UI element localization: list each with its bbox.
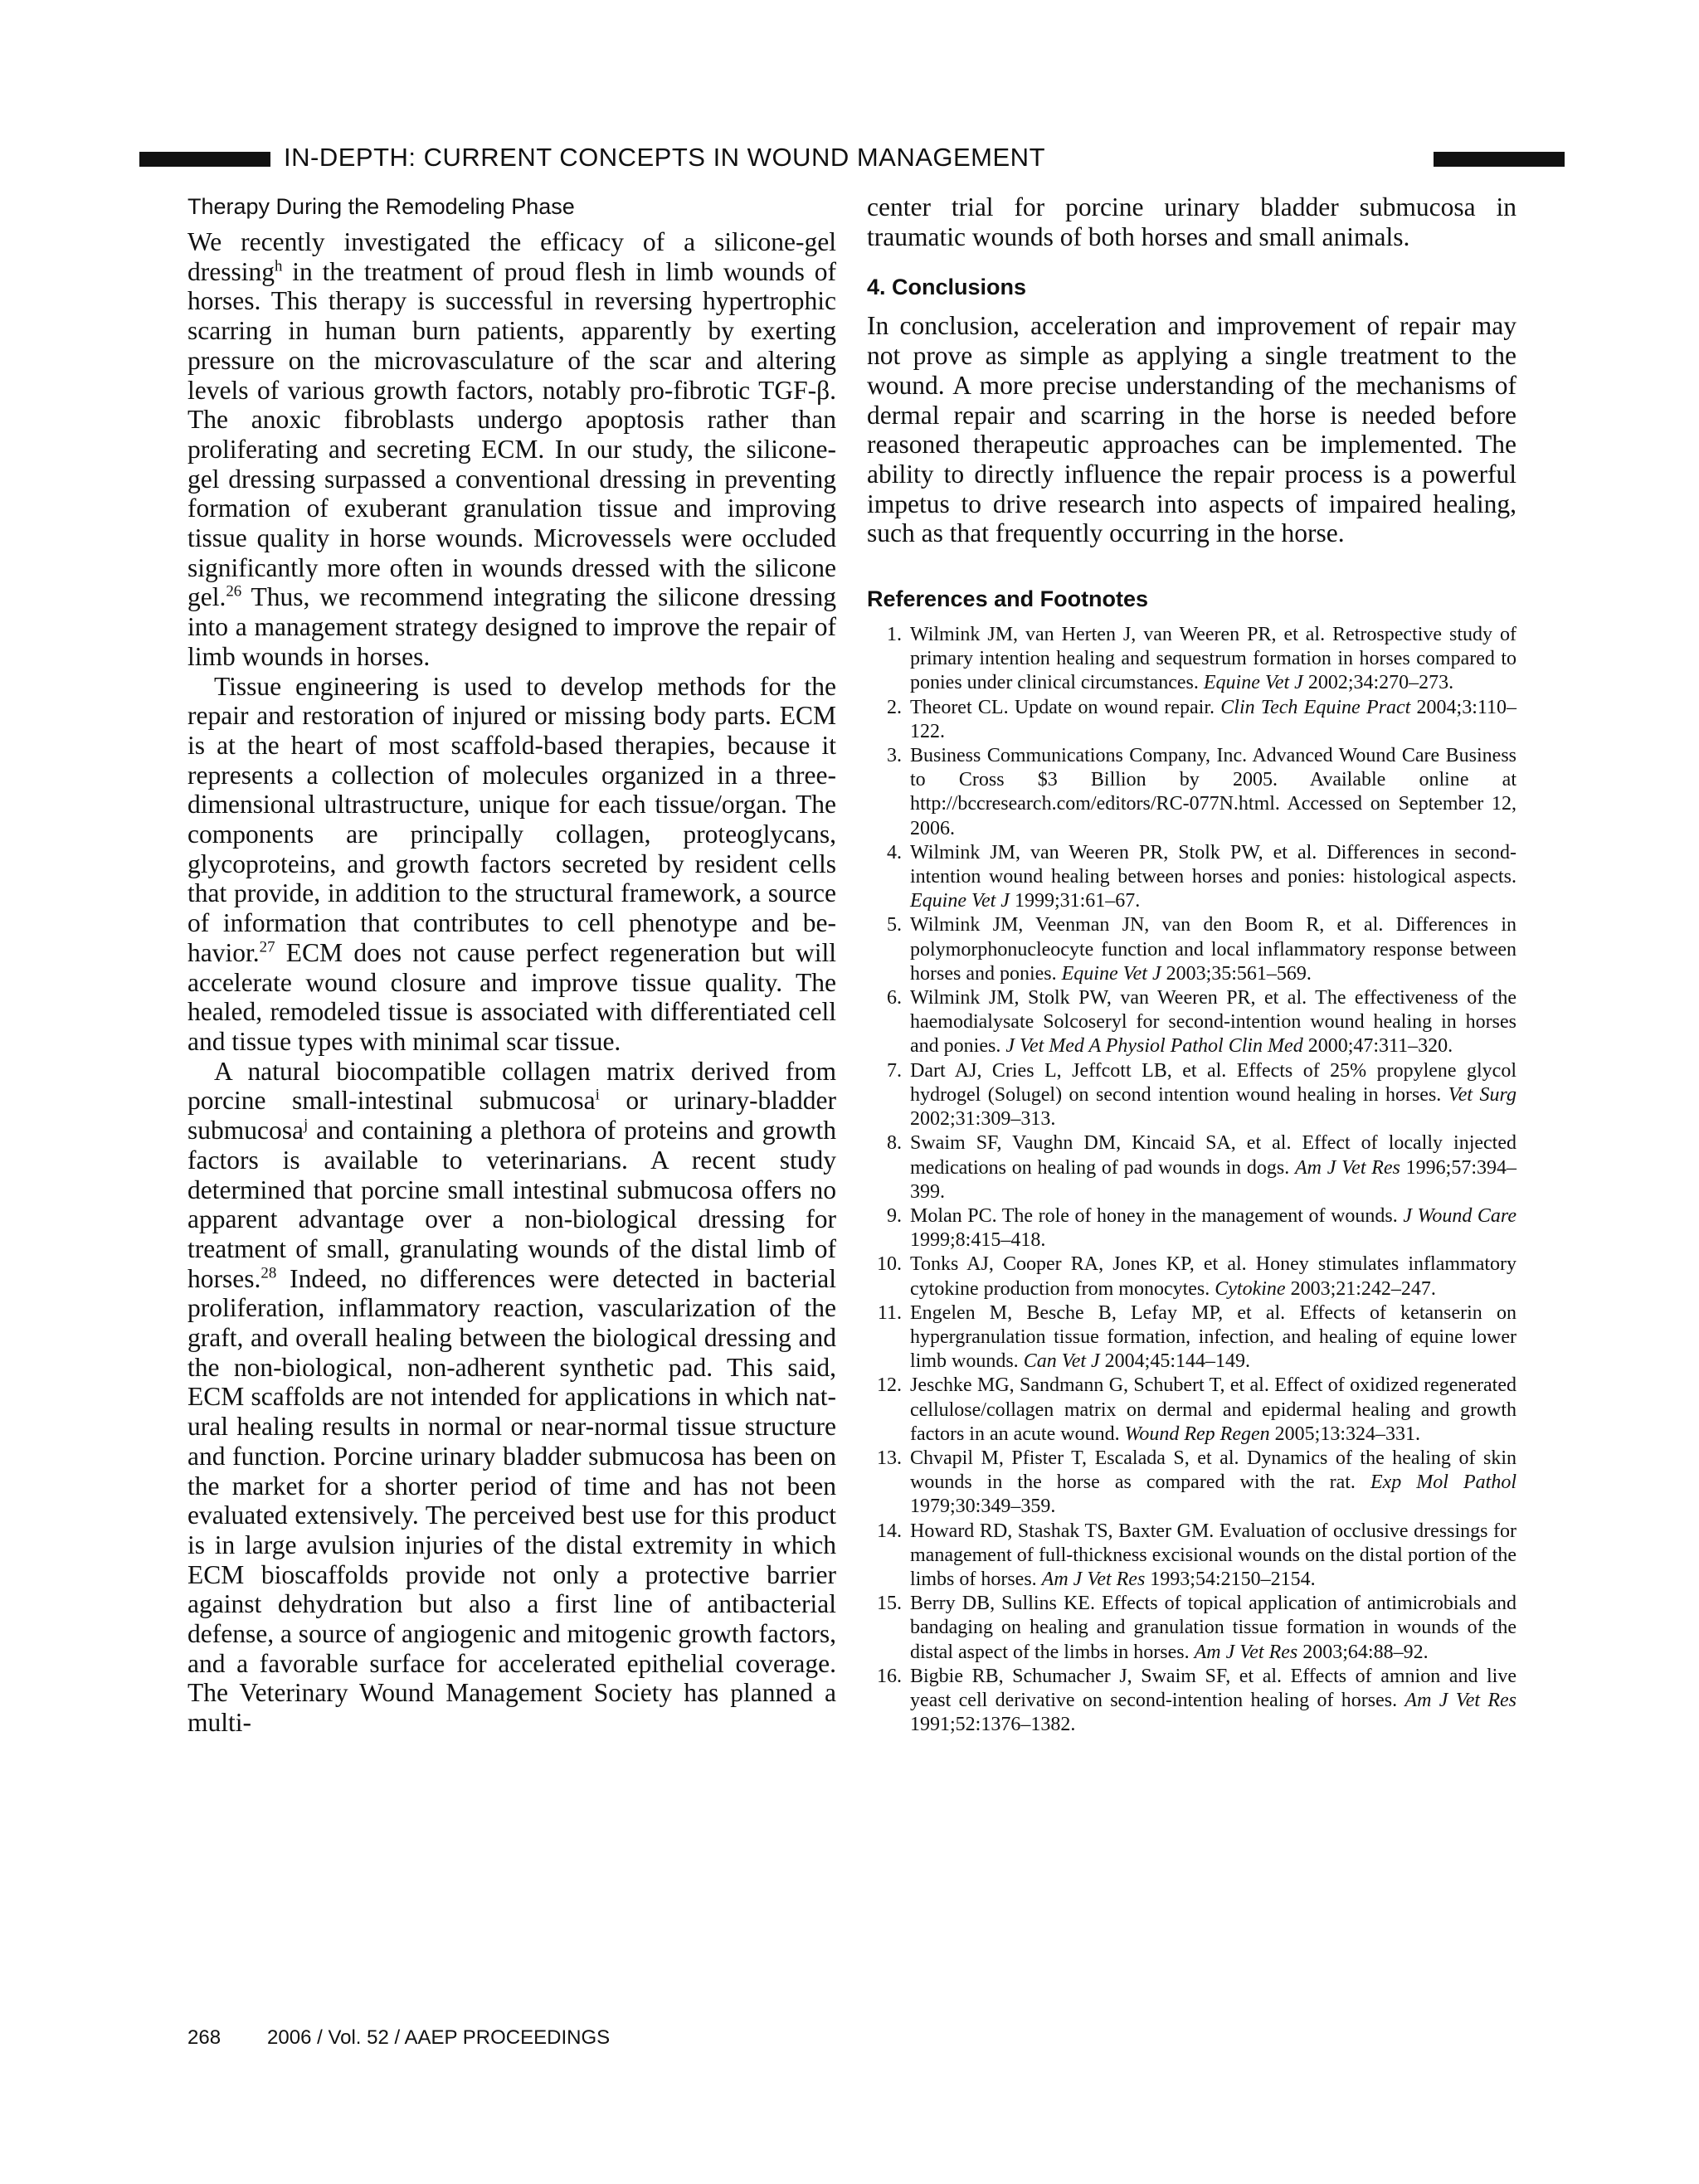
citation-marker: 27 bbox=[259, 938, 275, 956]
references-heading: References and Footnotes bbox=[867, 586, 1149, 612]
left-column bbox=[187, 192, 836, 1738]
reference-text bbox=[910, 1131, 1516, 1204]
reference-journal: Am J Vet Res bbox=[1404, 1689, 1516, 1711]
footnote-marker: j bbox=[303, 1116, 309, 1134]
reference-number: 12. bbox=[877, 1374, 902, 1397]
reference-citation: 2004;45:144–149. bbox=[1099, 1350, 1251, 1373]
reference-citation: 2005;13:324–331. bbox=[1269, 1423, 1420, 1445]
reference-journal: J Vet Med A Physiol Pathol Clin Med bbox=[1005, 1035, 1303, 1058]
reference-number: 2. bbox=[887, 696, 902, 718]
reference-text bbox=[910, 913, 1516, 986]
reference-citation: 2002;31:309–313. bbox=[910, 1108, 1056, 1131]
reference-item bbox=[867, 913, 1516, 986]
reference-citation: 1991;52:1376–1382. bbox=[910, 1714, 1076, 1736]
page-number: 268 bbox=[187, 2026, 222, 2049]
reference-text bbox=[910, 744, 1516, 841]
citation-marker: 28 bbox=[260, 1264, 277, 1282]
reference-journal: J Wound Care bbox=[1403, 1204, 1516, 1227]
footnote-marker: h bbox=[275, 257, 283, 275]
header-rule-right bbox=[1434, 152, 1565, 167]
reference-journal: Am J Vet Res bbox=[1041, 1568, 1146, 1590]
text-run: A natural biocompatible collagen matrix derived from porcine small-intestinal submucosa bbox=[187, 1056, 836, 1116]
reference-journal: Am J Vet Res bbox=[1295, 1156, 1400, 1179]
reference-citation: 1999;8:415–418. bbox=[910, 1229, 1046, 1252]
reference-text bbox=[910, 1665, 1516, 1738]
reference-citation: 2003;64:88–92. bbox=[1297, 1641, 1429, 1663]
reference-text bbox=[910, 986, 1516, 1059]
reference-authors-title: Howard RD, Stashak TS, Baxter GM. Evaluation of occlusive dressings for management of full-thickness excisional wounds on the distal portion of the limbs of horses. bbox=[910, 1520, 1516, 1590]
reference-text bbox=[910, 1374, 1516, 1447]
reference-citation: 1996;57:394–399. bbox=[910, 1156, 1516, 1203]
reference-authors-title: Jeschke MG, Sandmann G, Schubert T, et al. Effect of oxidized regenerated cellulose/collagen matrix on dermal and epidermal healing and growth factors in an acute wound. bbox=[910, 1374, 1516, 1445]
reference-journal: Vet Surg bbox=[1448, 1083, 1516, 1106]
reference-text bbox=[910, 696, 1516, 744]
reference-citation: 2004;3:110–122. bbox=[910, 696, 1516, 742]
reference-item bbox=[867, 1059, 1516, 1132]
reference-number: 3. bbox=[887, 745, 902, 767]
reference-number: 14. bbox=[877, 1520, 902, 1542]
reference-text bbox=[910, 1301, 1516, 1374]
reference-item bbox=[867, 1301, 1516, 1374]
reference-authors-title: Berry DB, Sullins KE. Effects of topical application of antimicrobials and bandaging on healing and granulation tissue formation in wounds of the distal aspect of the limbs in horses. bbox=[910, 1593, 1516, 1663]
reference-authors-title: Wilmink JM, Stolk PW, van Weeren PR, et al. The effectiveness of the haemodialysate Solcoseryl for second-intention wound healing in horses and ponies. bbox=[910, 987, 1516, 1058]
reference-journal: Exp Mol Pathol bbox=[1370, 1471, 1517, 1494]
reference-text bbox=[910, 1592, 1516, 1665]
reference-authors-title: Wilmink JM, van Herten J, van Weeren PR, et al. Retrospective study of primary intention healing and sequestrum formation in horses compared to ponies under clinical circumstances. bbox=[910, 624, 1516, 694]
paragraph-conclusions: In conclusion, acceleration and improvement of repair may not prove as simple as applying a single treatment to the wound. A more precise understanding of the mechanisms of dermal repair and scarring in the horse is needed before reasoned therapeutic approaches can be implemented. The ability to directly influence the repair process is a powerful impetus to drive research into aspects of impaired healing, such as that frequently occurring in the horse. bbox=[867, 311, 1516, 548]
reference-text bbox=[910, 841, 1516, 914]
reference-journal: Equine Vet J bbox=[1203, 672, 1303, 694]
reference-text bbox=[910, 1059, 1516, 1132]
reference-item bbox=[867, 1253, 1516, 1301]
text-run: Thus, we recommend integrating the silicone dressing into a management strategy designed to improve the repair of limb wounds in horses. bbox=[187, 582, 836, 671]
paragraph-collagen-matrix bbox=[187, 1057, 836, 1738]
reference-authors-title: Wilmink JM, van Weeren PR, Stolk PW, et al. Differences in second-intention wound healing between horses and ponies: histological aspects. bbox=[910, 841, 1516, 888]
text-run: in the treatment of proud flesh in limb wounds of horses. This therapy is successful in reversing hypertrophic scarring in human burn patients, apparently by exerting pressure on the microvasculature of the scar and altering levels of various growth factors, notably pro-fibrotic TGF-β. The anoxic fibroblasts undergo apoptosis rather than proliferating and secreting ECM. In our study, the silicone-gel dressing surpassed a conventional dressing in preventing formation of exuberant granulation tissue and improving tissue quality in horse wounds. Microvessels were occluded significantly more often in wounds dressed with the silicone gel. bbox=[187, 256, 836, 612]
reference-authors-title: Engelen M, Besche B, Lefay MP, et al. Effects of ketanserin on hypergranulation tissue formation, infection, and healing of equine lower limb wounds. bbox=[910, 1301, 1516, 1373]
text-run: Indeed, no differences were detected in bacterial proliferation, inflammatory reaction, vascularization of the graft, and overall healing between the biological dressing and the non-biological, non-adherent synthetic pad. This said, ECM scaffolds are not intended for applications in which natural healing results in normal or near-normal tissue structure and function. Porcine urinary bladder submucosa has been on the market for a shorter period of time and has not been evaluated extensively. The perceived best use for this product is in large avulsion injuries of the distal extremity in which ECM bioscaffolds provide not only a protective barrier against dehydration but also a first line of antibacterial defense, a source of angiogenic and mitogenic growth factors, and a favorable surface for accelerated epithelial coverage. The Veterinary Wound Management Society has planned a multi- bbox=[187, 1263, 836, 1738]
paragraph-tissue-engineering bbox=[187, 672, 836, 1057]
text-run: and containing a plethora of proteins and growth factors is available to veterinarians. A recent study determined that porcine small intestinal submucosa offers no apparent advantage over a non-biological dressing for treatment of small, granulating wounds of the distal limb of horses. bbox=[187, 1116, 836, 1293]
reference-item bbox=[867, 1665, 1516, 1738]
reference-number: 1. bbox=[887, 624, 902, 646]
reference-citation: 1999;31:61–67. bbox=[1009, 890, 1141, 912]
reference-item bbox=[867, 623, 1516, 696]
header-rule-left bbox=[139, 152, 270, 167]
reference-number: 11. bbox=[877, 1301, 902, 1324]
reference-journal: Can Vet J bbox=[1023, 1350, 1100, 1373]
reference-authors-title: Dart AJ, Cries L, Jeffcott LB, et al. Effects of 25% propylene glycol hydrogel (Solugel) on second intention wound healing in horses. bbox=[910, 1059, 1516, 1106]
reference-number: 13. bbox=[877, 1447, 902, 1469]
reference-authors-title: Wilmink JM, Veenman JN, van den Boom R, et al. Differences in polymorphonucleocyte function and local inflammatory response between horses and ponies. bbox=[910, 914, 1516, 985]
citation-marker: 26 bbox=[226, 582, 242, 601]
reference-journal: Equine Vet J bbox=[910, 890, 1010, 912]
reference-authors-title: Bigbie RB, Schumacher J, Swaim SF, et al. Effects of amnion and live yeast cell derivative on second-intention healing of horses. bbox=[910, 1665, 1516, 1711]
reference-journal: Equine Vet J bbox=[1061, 962, 1161, 985]
reference-citation: 2003;21:242–247. bbox=[1285, 1277, 1436, 1300]
reference-authors-title: Molan PC. The role of honey in the management of wounds. bbox=[910, 1204, 1404, 1227]
text-run: ECM does not cause perfect regeneration but will accelerate wound closure and improve tissue quality. The healed, remodeled tissue is associated with differentiated cell and tissue types with minimal scar tissue. bbox=[187, 937, 836, 1056]
reference-item bbox=[867, 696, 1516, 744]
reference-item bbox=[867, 841, 1516, 914]
running-head bbox=[139, 143, 1565, 176]
running-head-title: IN-DEPTH: CURRENT CONCEPTS IN WOUND MANAGEMENT bbox=[284, 143, 1046, 172]
reference-item bbox=[867, 1592, 1516, 1665]
page-footer bbox=[187, 2026, 610, 2050]
reference-number: 7. bbox=[887, 1059, 902, 1082]
reference-citation: 1993;54:2150–2154. bbox=[1145, 1568, 1316, 1590]
reference-text bbox=[910, 1447, 1516, 1520]
reference-number: 16. bbox=[877, 1665, 902, 1687]
reference-text bbox=[910, 1204, 1516, 1253]
paragraph-continuation: center trial for porcine urinary bladder submucosa in traumatic wounds of both horses and small animals. bbox=[867, 192, 1516, 251]
reference-number: 15. bbox=[877, 1593, 902, 1615]
reference-number: 5. bbox=[887, 914, 902, 936]
reference-citation: 2003;35:561–569. bbox=[1161, 962, 1312, 985]
conclusions-heading: 4. Conclusions bbox=[867, 275, 1027, 300]
section-subheading: Therapy During the Remodeling Phase bbox=[187, 194, 575, 219]
reference-number: 4. bbox=[887, 841, 902, 863]
reference-number: 9. bbox=[887, 1204, 902, 1227]
reference-journal: Am J Vet Res bbox=[1194, 1641, 1298, 1663]
reference-number: 8. bbox=[887, 1132, 902, 1155]
paragraph-silicone-gel bbox=[187, 227, 836, 672]
footnote-marker: i bbox=[595, 1086, 600, 1104]
reference-authors-title: Swaim SF, Vaughn DM, Kincaid SA, et al. Effect of locally injected medications on healing of pad wounds in dogs. bbox=[910, 1132, 1516, 1179]
reference-item bbox=[867, 1131, 1516, 1204]
text-run: or urinary-bladder submucosa bbox=[187, 1086, 836, 1146]
reference-item bbox=[867, 1447, 1516, 1520]
reference-item bbox=[867, 1374, 1516, 1447]
reference-journal: Cytokine bbox=[1215, 1277, 1286, 1300]
reference-text bbox=[910, 623, 1516, 696]
reference-item bbox=[867, 1204, 1516, 1253]
reference-authors-title: Business Communications Company, Inc. Advanced Wound Care Business to Cross $3 Billion by 2005. Available online at http://bccresearch.com/editors/RC-077N.html. Accessed on September 12, 2006. bbox=[910, 745, 1516, 839]
reference-authors-title: Theoret CL. Update on wound repair. bbox=[910, 696, 1221, 718]
reference-citation: 1979;30:349–359. bbox=[910, 1496, 1056, 1518]
publication-info: 2006 / Vol. 52 / AAEP PROCEEDINGS bbox=[267, 2026, 611, 2049]
reference-citation: 2002;34:270–273. bbox=[1302, 672, 1454, 694]
reference-journal: Wound Rep Regen bbox=[1124, 1423, 1270, 1445]
reference-citation: 2000;47:311–320. bbox=[1302, 1035, 1453, 1058]
reference-text bbox=[910, 1253, 1516, 1301]
text-run: We recently investigated the efficacy of a silicone-gel dressing bbox=[187, 227, 836, 286]
reference-journal: Clin Tech Equine Pract bbox=[1220, 696, 1411, 718]
reference-item bbox=[867, 744, 1516, 841]
reference-authors-title: Tonks AJ, Cooper RA, Jones KP, et al. Honey stimulates inflammatory cytokine production from monocytes. bbox=[910, 1253, 1516, 1300]
reference-list bbox=[867, 623, 1516, 1737]
reference-item bbox=[867, 986, 1516, 1059]
reference-authors-title: Chvapil M, Pfister T, Escalada S, et al. Dynamics of the healing of skin wounds in the horse as compared with the rat. bbox=[910, 1447, 1516, 1494]
right-column bbox=[867, 192, 1516, 1737]
reference-item bbox=[867, 1520, 1516, 1593]
text-run: Tissue engineering is used to develop methods for the repair and restoration of injured or missing body parts. ECM is at the heart of most scaffold-based therapies, because it represents a collection of molecules organized in a three-dimensional ultrastructure, unique for each tissue/organ. The components are principally collagen, proteoglycans, glycoproteins, and growth factors secreted by resident cells that provide, in addition to the structural framework, a source of information that contributes to cell phenotype and behavior. bbox=[187, 671, 836, 967]
reference-number: 6. bbox=[887, 987, 902, 1009]
reference-text bbox=[910, 1520, 1516, 1593]
reference-number: 10. bbox=[877, 1253, 902, 1276]
